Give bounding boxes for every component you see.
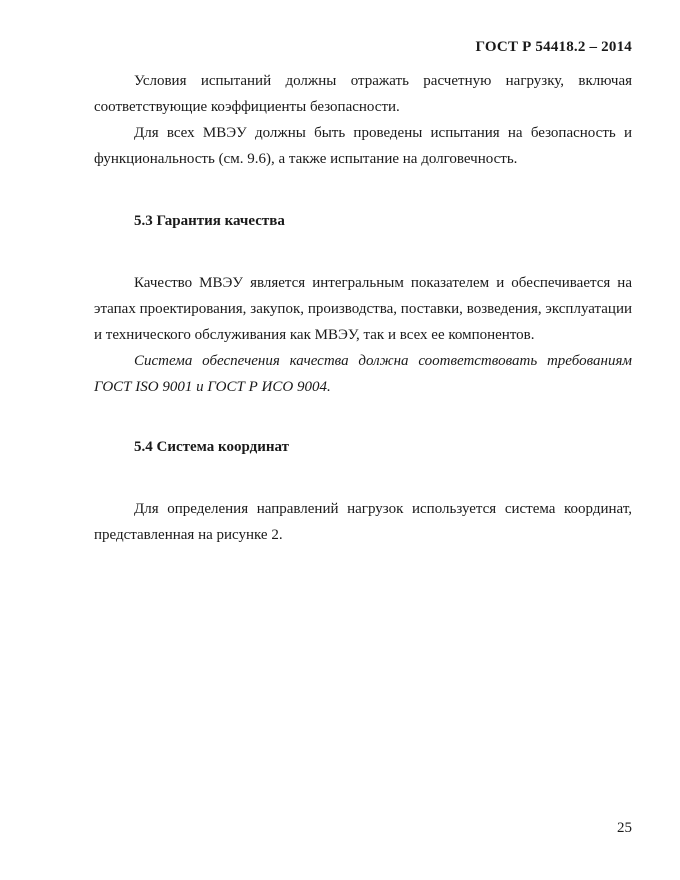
paragraph-quality: Качество МВЭУ является интегральным показателем и обеспечивается на этапах проектирования, закупок, производства, поставки, возведения, эксплуатации и технического обслуживания как МВЭУ, так и всех ее компонентов.: [94, 275, 632, 343]
spacer: [94, 460, 632, 496]
section-heading-5-3: 5.3 Гарантия качества: [134, 213, 285, 229]
spacer: [94, 234, 632, 270]
paragraph-quality-system: Система обеспечения качества должна соответствовать требованиям ГОСТ ISO 9001 и ГОСТ Р ИСО 9004.: [94, 353, 632, 395]
section-heading-5-4: 5.4 Система координат: [134, 439, 289, 455]
page-body: [94, 68, 632, 548]
paragraph-coordinate-system: Для определения направлений нагрузок используется система координат, представленная на рисунке 2.: [94, 501, 632, 543]
paragraph-tests-required: Для всех МВЭУ должны быть проведены испытания на безопасность и функциональность (см. 9.6), а также испытание на долговечность.: [94, 125, 632, 167]
spacer: [94, 172, 632, 208]
document-header-id: ГОСТ Р 54418.2 – 2014: [475, 39, 632, 55]
paragraph-test-conditions: Условия испытаний должны отражать расчетную нагрузку, включая соответствующие коэффициенты безопасности.: [94, 73, 632, 115]
page-number: 25: [617, 820, 632, 836]
spacer: [94, 400, 632, 434]
